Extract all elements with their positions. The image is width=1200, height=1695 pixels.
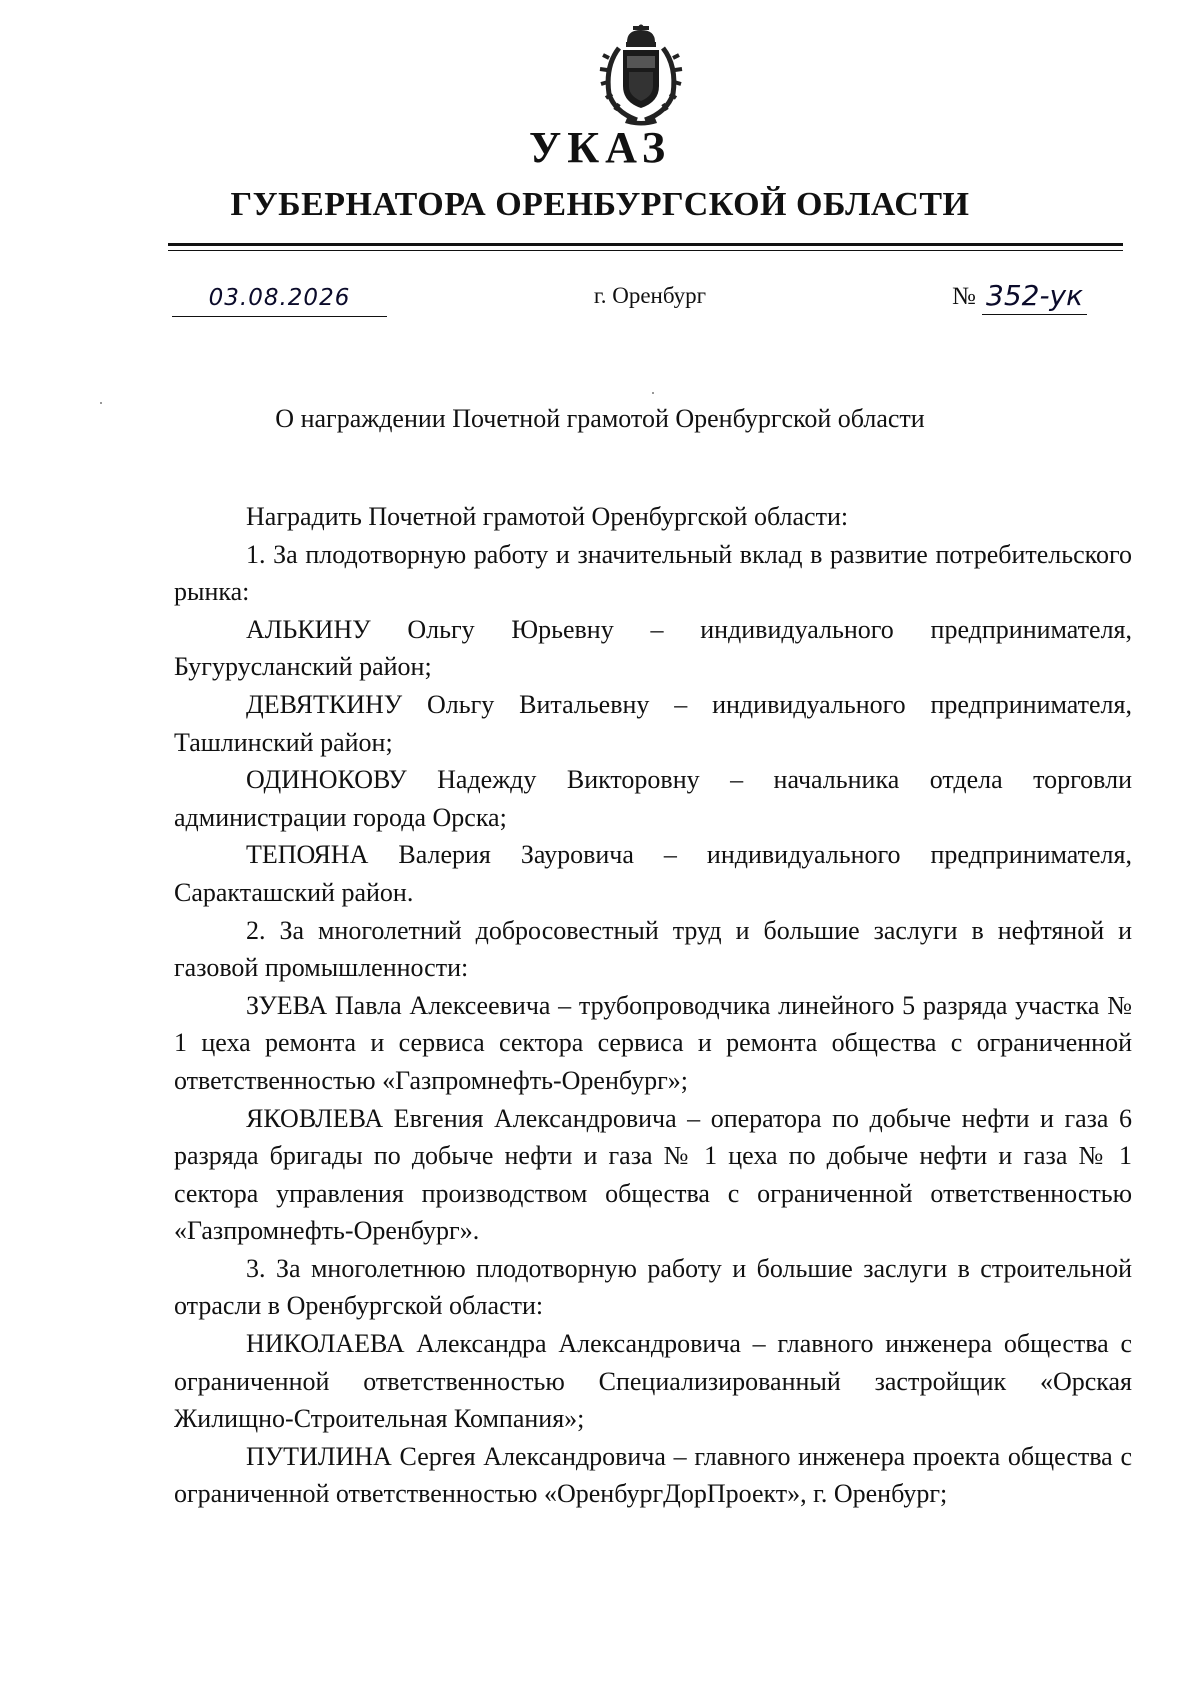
paragraph-awardee: ЯКОВЛЕВА Евгения Александровича – оператора по добыче нефти и газа 6 разряда бригады по добыче нефти и газа № 1 цеха по добыче нефти и газа № 1 сектора управления производством общества с ограниченной ответственностью «Газпромнефть-Оренбург».: [174, 1103, 1132, 1246]
decree-body: [174, 498, 1132, 1513]
paragraph-awardee: ПУТИЛИНА Сергея Александровича – главного инженера проекта общества с ограниченной ответственностью «ОренбургДорПроект», г. Оренбург;: [174, 1441, 1132, 1509]
decree-date: 03.08.2026: [172, 280, 387, 317]
scan-speck: [100, 402, 102, 404]
decree-number-label: №: [952, 283, 976, 310]
paragraph-awardee: ТЕПОЯНА Валерия Зауровича – индивидуального предпринимателя, Саракташский район.: [174, 840, 1132, 907]
paragraph-section-1: 1. За плодотворную работу и значительный вклад в развитие потребительского рынка:: [174, 539, 1132, 607]
paragraph-awardee: ЗУЕВА Павла Алексеевича – трубопроводчика линейного 5 разряда участка № 1 цеха ремонта и сервиса сектора сервиса и ремонта общества с ограниченной ответственностью «Газпромнефть-Оренбург»;: [174, 990, 1132, 1095]
paragraph-award-intro: Наградить Почетной грамотой Оренбургской области:: [246, 502, 849, 531]
header-thick-rule: [168, 243, 1123, 246]
paragraph-section-3: 3. За многолетнюю плодотворную работу и большие заслуги в строительной отрасли в Оренбургской области:: [174, 1253, 1132, 1321]
decree-subject: О награждении Почетной грамотой Оренбургской области: [275, 404, 925, 433]
coat-of-arms-icon: [597, 24, 685, 126]
decree-city: г. Оренбург: [593, 283, 707, 308]
paragraph-awardee: ДЕВЯТКИНУ Ольгу Витальевну – индивидуального предпринимателя, Ташлинский район;: [174, 689, 1132, 757]
document-title: УКАЗ: [528, 123, 672, 172]
paragraph-awardee: ОДИНОКОВУ Надежду Викторовну – начальника отдела торговли администрации города Орска;: [174, 765, 1132, 832]
paragraph-section-2: 2. За многолетний добросовестный труд и большие заслуги в нефтяной и газовой промышленности:: [174, 915, 1132, 983]
decree-number: 352-ук: [982, 278, 1087, 315]
paragraph-awardee: НИКОЛАЕВА Александра Александровича – главного инженера общества с ограниченной ответственностью Специализированный застройщик «Орская Жилищно-Строительная Компания»;: [174, 1329, 1132, 1434]
paragraph-awardee: АЛЬКИНУ Ольгу Юрьевну – индивидуального предпринимателя, Бугурусланский район;: [174, 614, 1132, 682]
document-issuer: ГУБЕРНАТОРА ОРЕНБУРГСКОЙ ОБЛАСТИ: [230, 186, 970, 223]
scan-speck: [652, 392, 654, 394]
header-thin-rule: [168, 250, 1123, 251]
